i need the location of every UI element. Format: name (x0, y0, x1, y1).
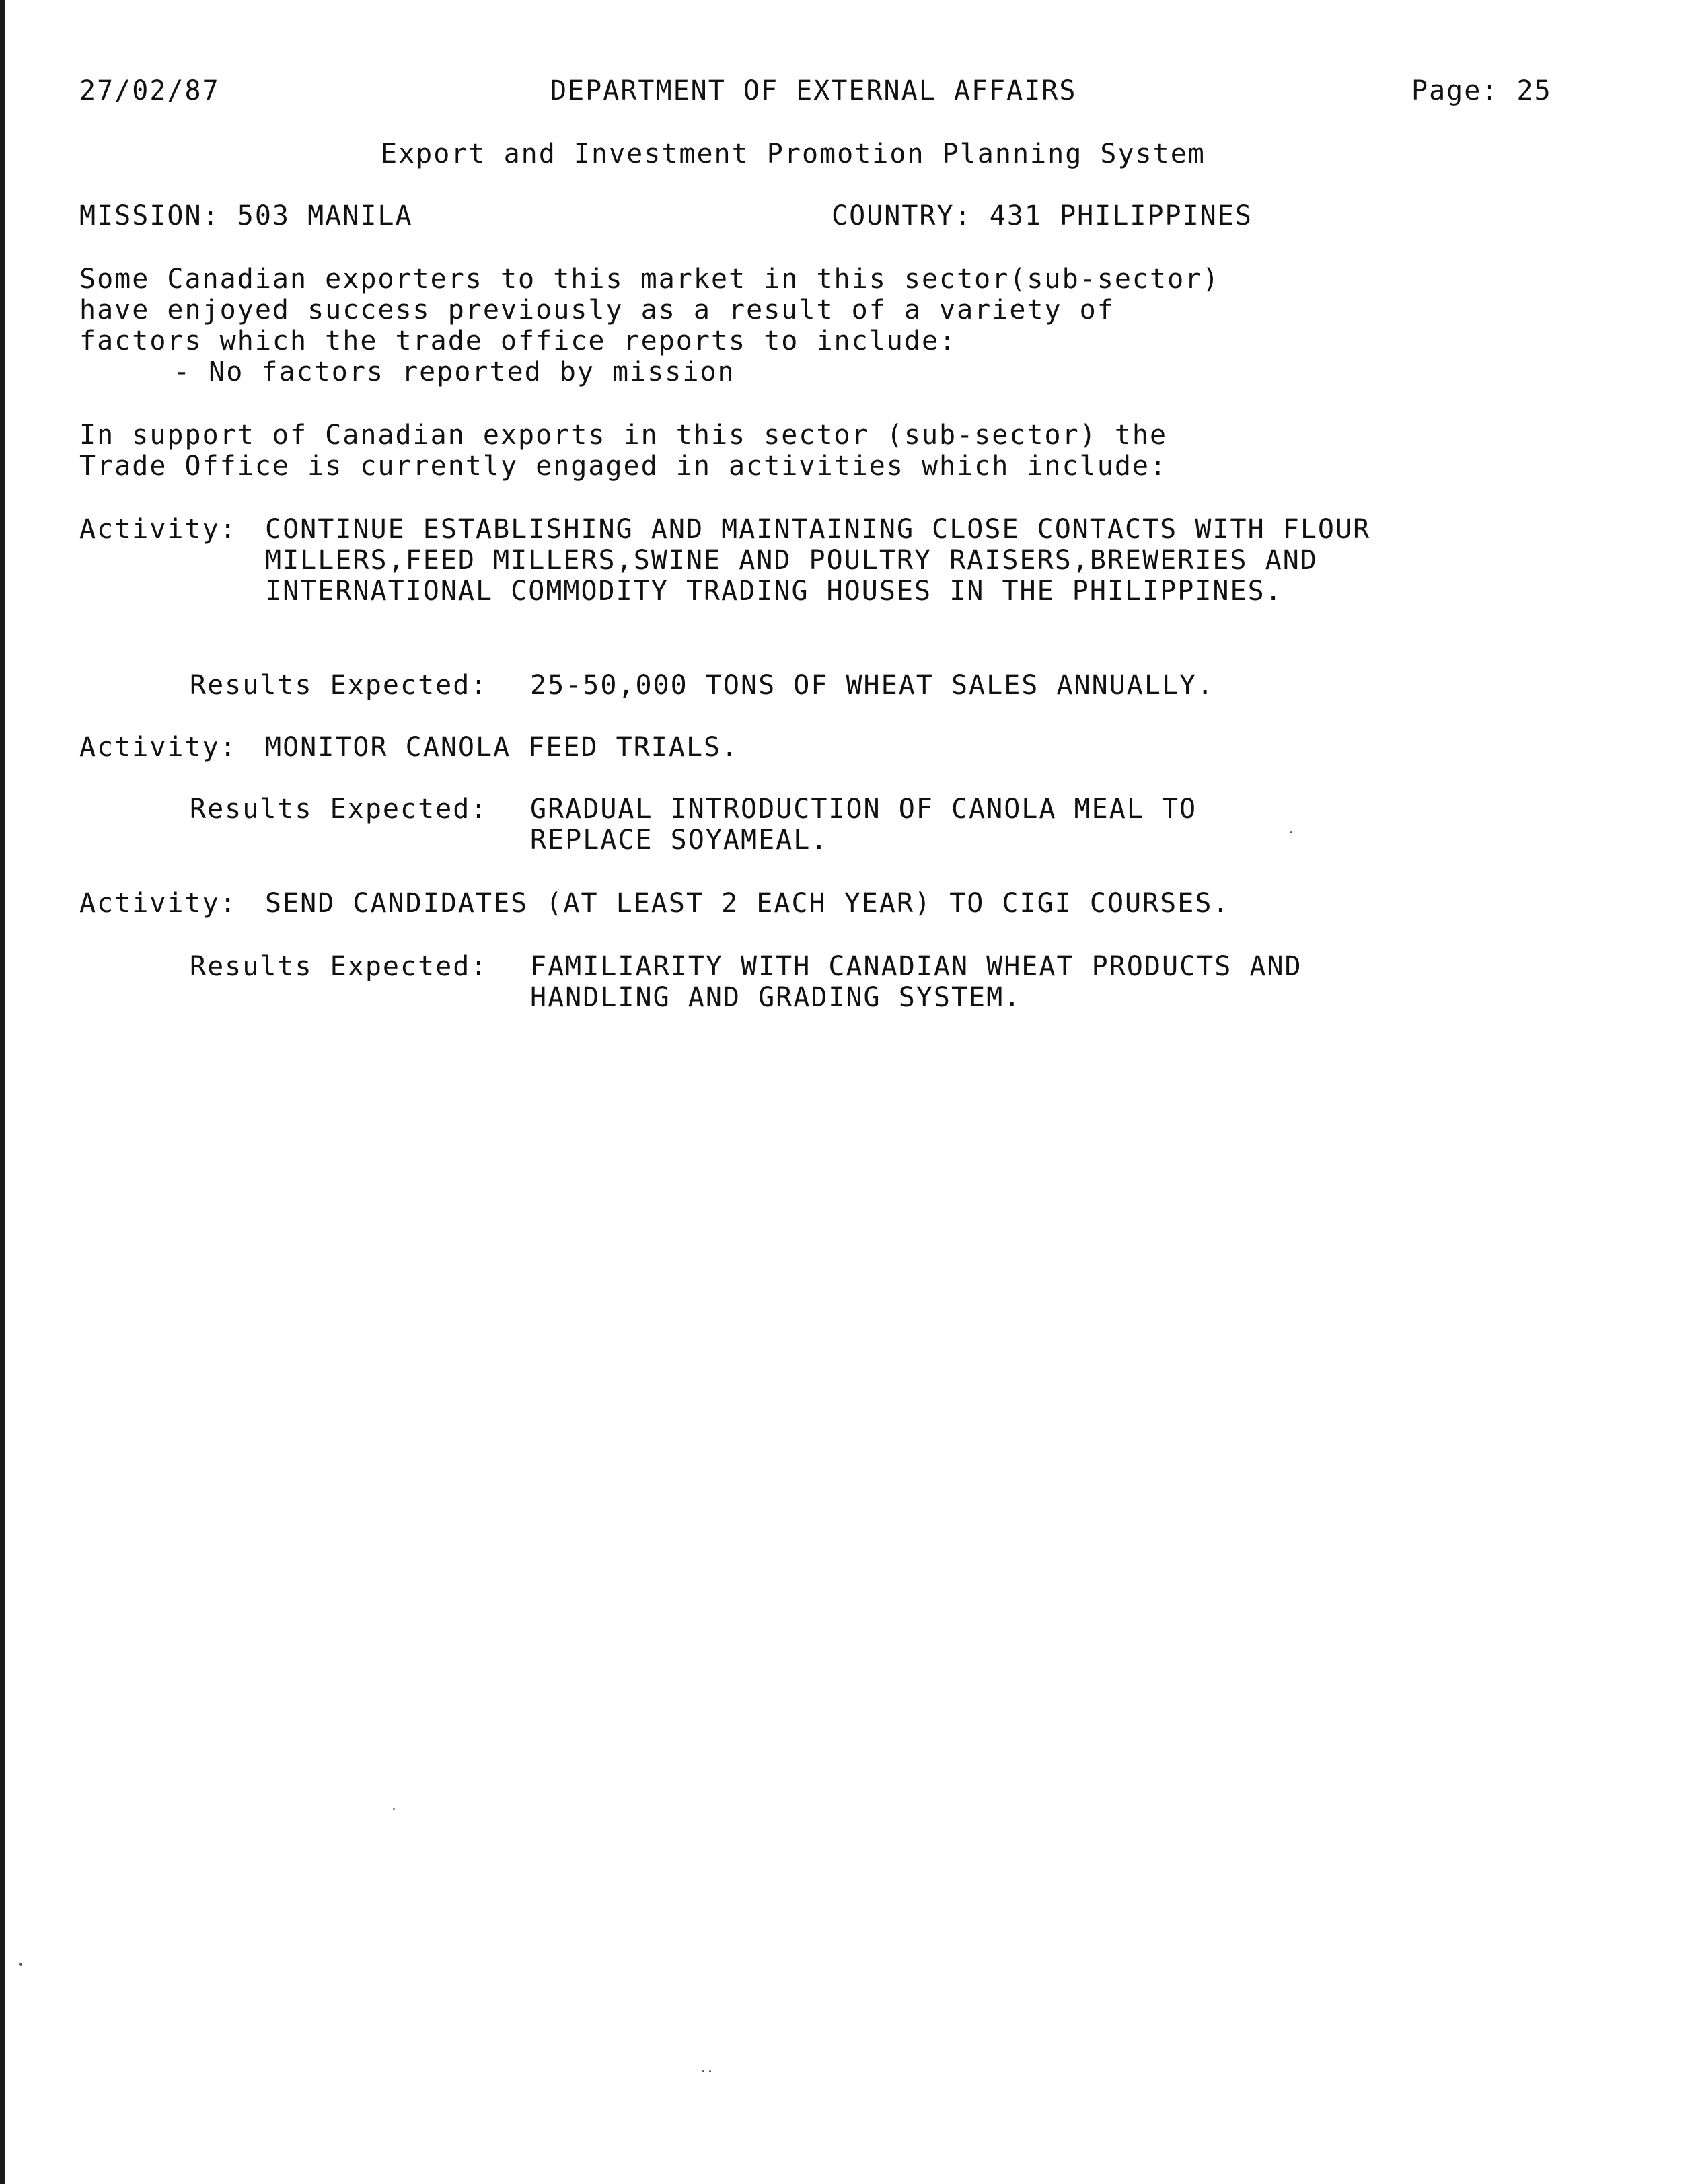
results-label: Results Expected: (190, 951, 488, 982)
scan-edge (0, 0, 5, 2184)
results-text: REPLACE SOYAMEAL. (530, 825, 829, 856)
activity-text: MONITOR CANOLA FEED TRIALS. (265, 732, 739, 763)
results-text: FAMILIARITY WITH CANADIAN WHEAT PRODUCTS AND (530, 951, 1302, 982)
intro-line: have enjoyed success previously as a result of a variety of (79, 295, 1115, 326)
scan-speck (393, 1808, 395, 1810)
scan-speck (702, 2070, 704, 2072)
results-text: 25-50,000 TONS OF WHEAT SALES ANNUALLY. (530, 670, 1215, 701)
support-line: In support of Canadian exports in this sector (sub-sector) the (79, 420, 1168, 451)
system-subtitle: Export and Investment Promotion Planning System (381, 139, 1206, 170)
report-date: 27/02/87 (79, 75, 220, 106)
activity-text: MILLERS,FEED MILLERS,SWINE AND POULTRY RAISERS,BREWERIES AND (265, 545, 1318, 576)
intro-line: Some Canadian exporters to this market in this sector(sub-sector) (79, 264, 1220, 295)
results-label: Results Expected: (190, 794, 488, 825)
activity-label: Activity: (79, 732, 237, 763)
results-label: Results Expected: (190, 670, 488, 701)
support-line: Trade Office is currently engaged in activities which include: (79, 451, 1168, 482)
scan-speck (709, 2070, 711, 2072)
department-title: DEPARTMENT OF EXTERNAL AFFAIRS (550, 75, 1077, 106)
page-number: Page: 25 (1411, 75, 1552, 106)
intro-line: factors which the trade office reports to include: (79, 326, 957, 356)
activity-text: CONTINUE ESTABLISHING AND MAINTAINING CLOSE CONTACTS WITH FLOUR (265, 514, 1371, 545)
results-text: GRADUAL INTRODUCTION OF CANOLA MEAL TO (530, 794, 1197, 825)
activity-label: Activity: (79, 514, 237, 545)
scan-speck (1290, 831, 1292, 833)
activity-text: SEND CANDIDATES (AT LEAST 2 EACH YEAR) TO CIGI COURSES. (265, 888, 1230, 919)
country-field: COUNTRY: 431 PHILIPPINES (832, 200, 1253, 231)
scan-speck (19, 1963, 22, 1966)
results-text: HANDLING AND GRADING SYSTEM. (530, 982, 1022, 1013)
activity-label: Activity: (79, 888, 237, 919)
mission-field: MISSION: 503 MANILA (79, 200, 413, 231)
activity-text: INTERNATIONAL COMMODITY TRADING HOUSES IN THE PHILIPPINES. (265, 576, 1283, 607)
factor-item: - No factors reported by mission (174, 356, 735, 387)
